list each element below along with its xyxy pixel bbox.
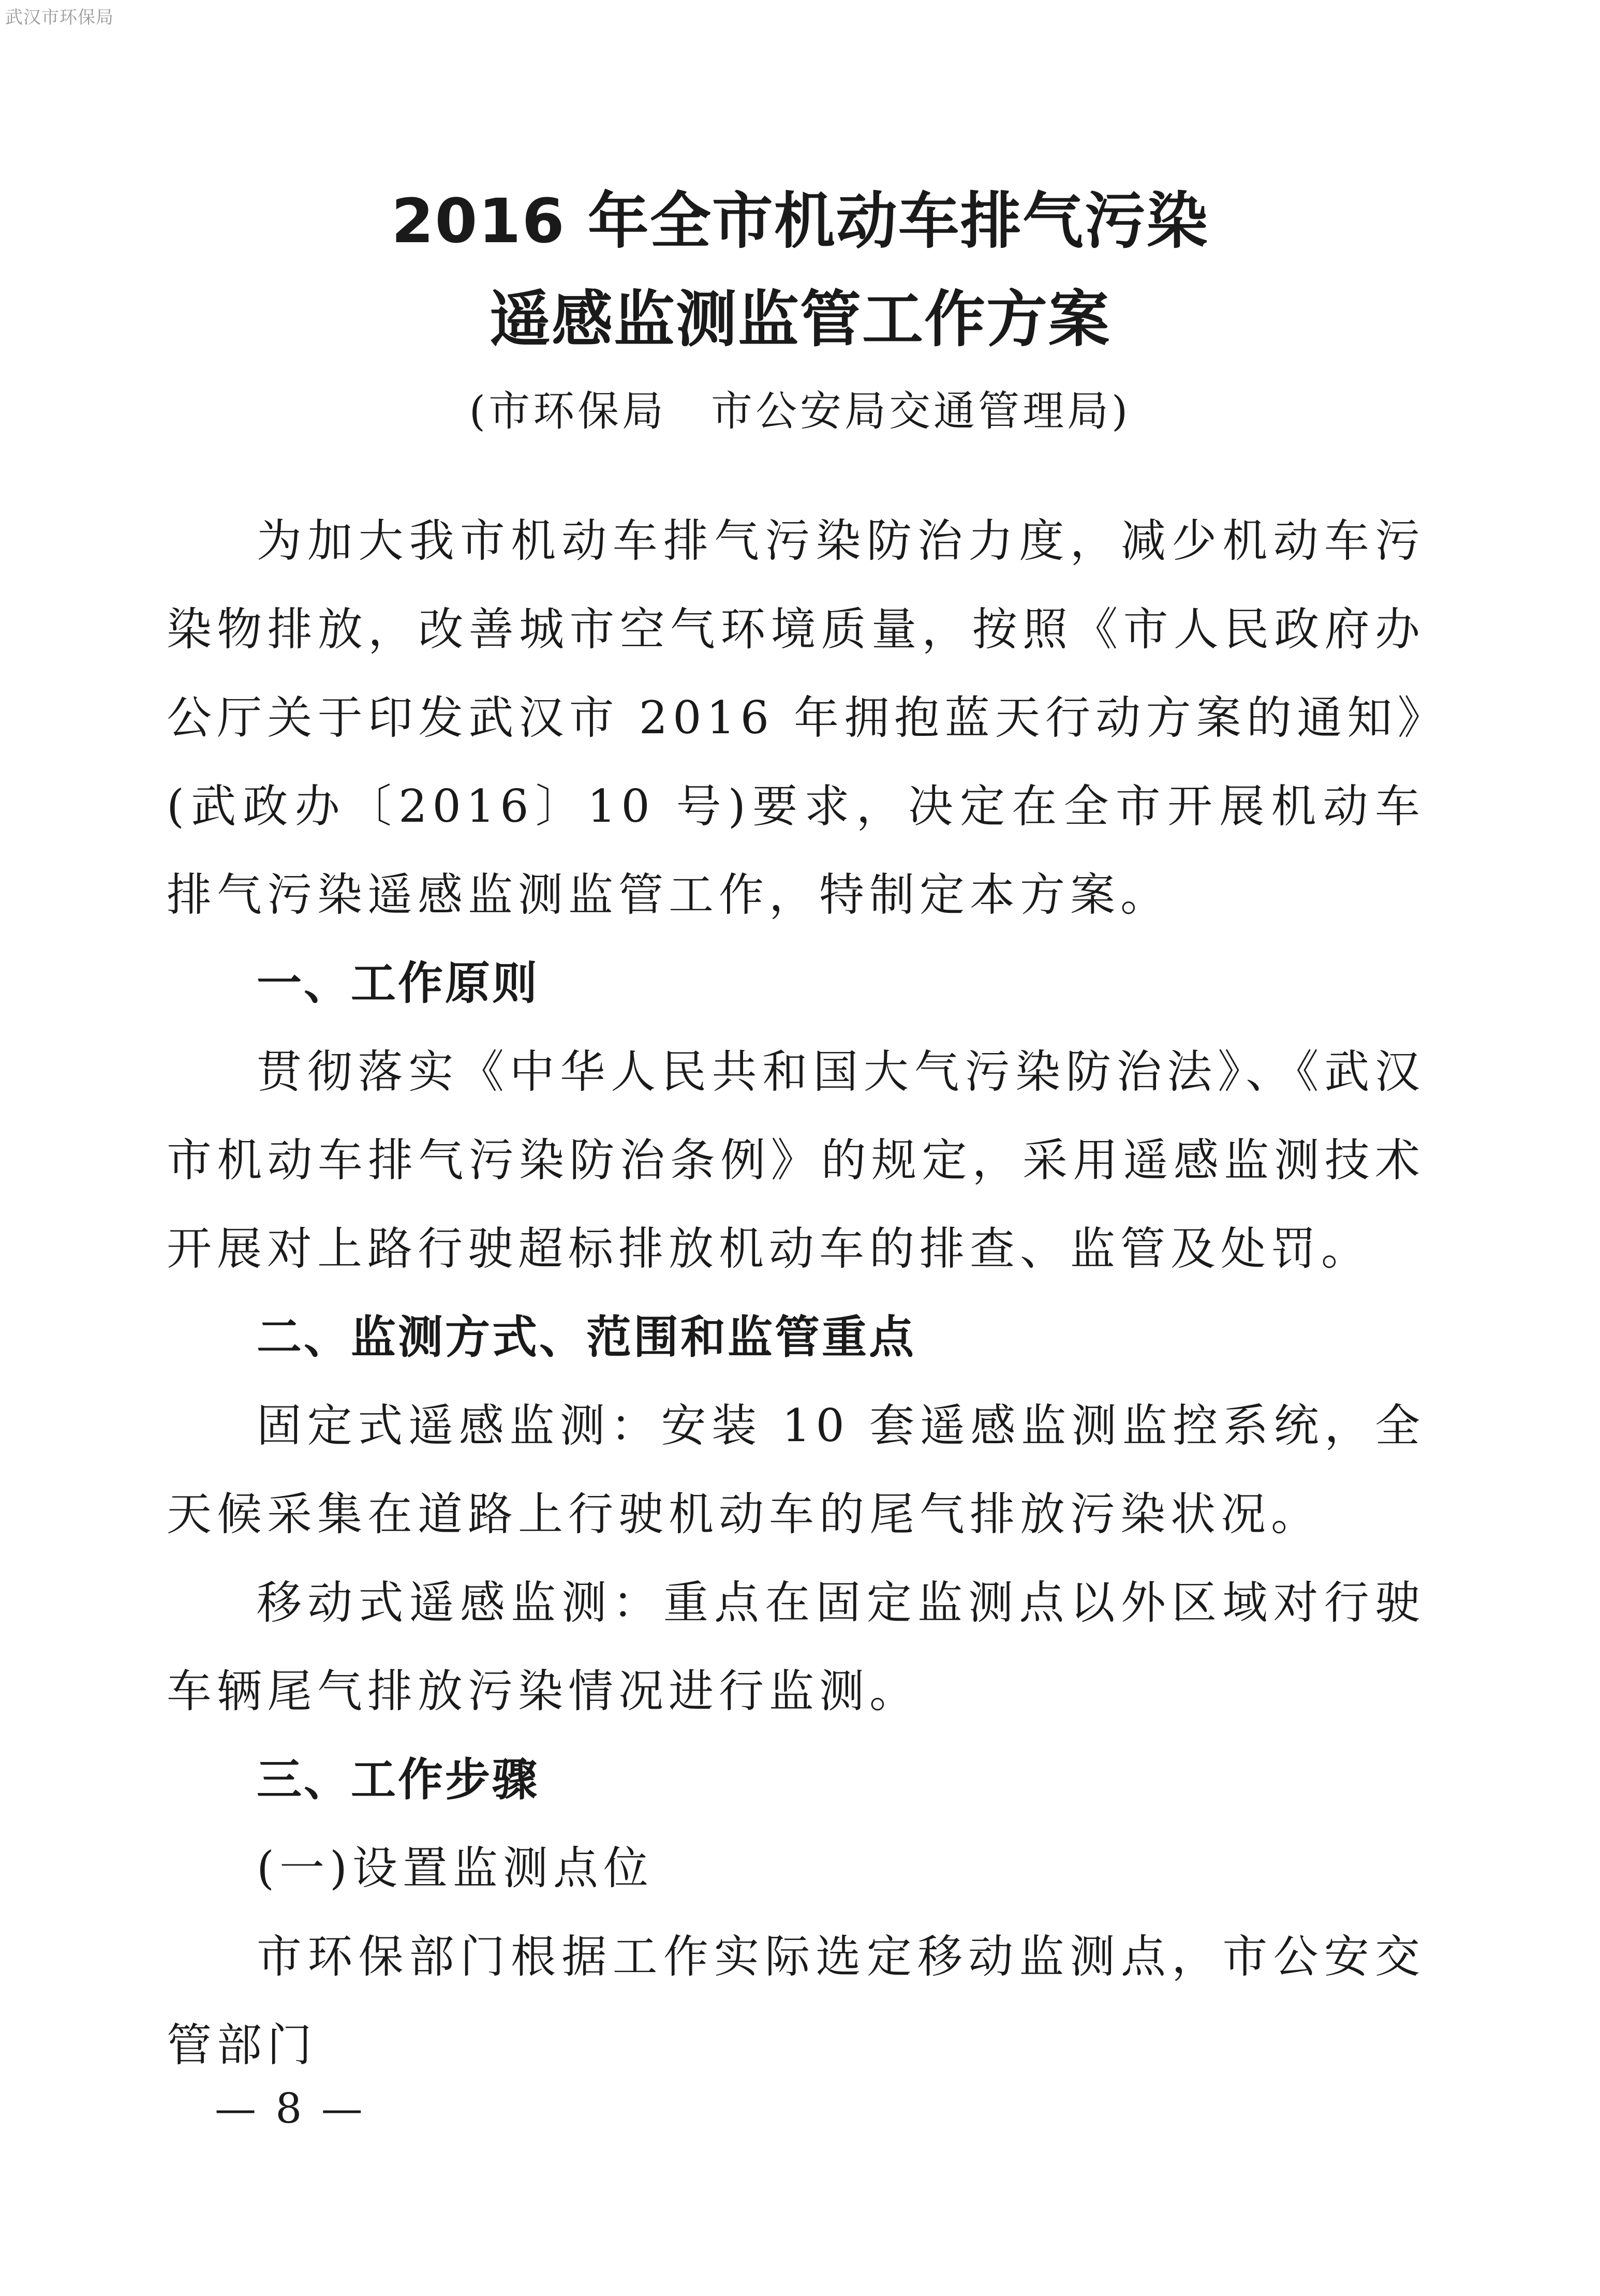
page-number: — 8 — <box>215 2084 366 2132</box>
section-heading-methods: 二、监测方式、范围和监管重点 <box>257 1311 916 1364</box>
watermark-text: 武汉市环保局 <box>5 7 114 28</box>
document-title-line-2: 遥感监测监管工作方案 <box>489 284 1110 355</box>
section-heading-principles: 一、工作原则 <box>257 957 539 1010</box>
mobile-monitoring-paragraph: 移动式遥感监测：重点在固定监测点以外区域对行驶车辆尾气排放污染情况进行监测。 <box>167 1576 1425 1717</box>
principles-paragraph: 贯彻落实《中华人民共和国大气污染防治法》、《武汉市机动车排气污染防治条例》的规定，采用遥感监测技术开展对上路行驶超标排放机动车的排查、监管及处罚。 <box>167 1045 1425 1275</box>
document-body <box>167 497 1425 2090</box>
section-heading-steps: 三、工作步骤 <box>257 1753 539 1806</box>
intro-paragraph: 为加大我市机动车排气污染防治力度，减少机动车污染物排放，改善城市空气环境质量，按照《市人民政府办公厅关于印发武汉市 2016 年拥抱蓝天行动方案的通知》(武政办〔2016〕10 号)要求，决定在全市开展机动车排气污染遥感监测监管工作，特制定本方案。 <box>167 514 1425 921</box>
subsection-heading-points: (一)设置监测点位 <box>257 1842 654 1894</box>
issuing-departments: (市环保局 市公安局交通管理局) <box>469 387 1131 435</box>
fixed-monitoring-paragraph: 固定式遥感监测：安装 10 套遥感监测监控系统，全天候采集在道路上行驶机动车的尾气排放污染状况。 <box>167 1399 1425 1540</box>
document-title-line-1: 2016 年全市机动车排气污染 <box>391 185 1209 257</box>
monitoring-points-paragraph: 市环保部门根据工作实际选定移动监测点，市公安交管部门 <box>167 1930 1425 2071</box>
